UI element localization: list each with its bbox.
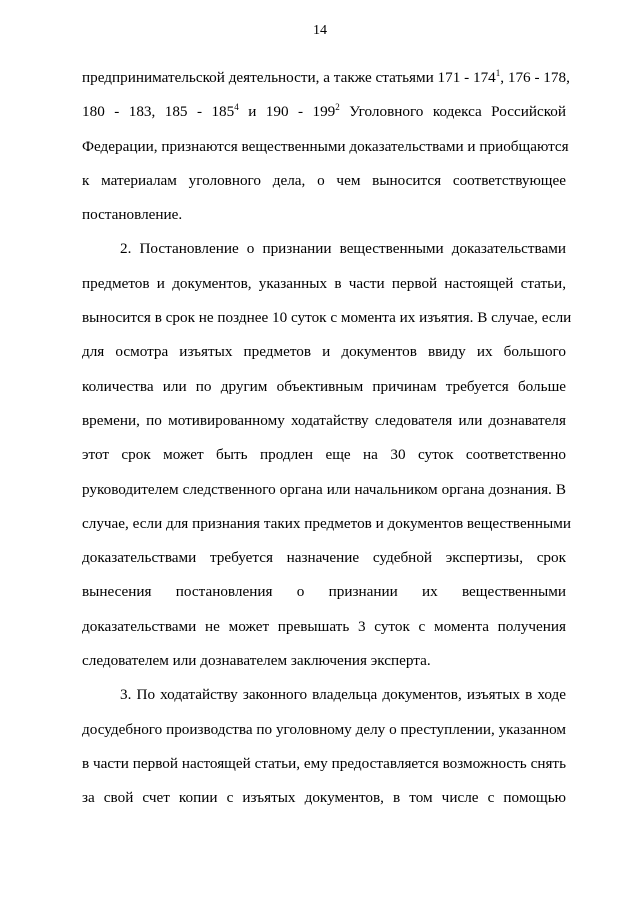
paragraph-3	[82, 678, 566, 815]
superscript: 1	[495, 68, 501, 78]
paragraph-2-line: руководителем следственного органа или начальником органа дознания. В	[82, 480, 566, 498]
paragraph-2-line: количества или по другим объективным причинам требуется больше	[82, 377, 566, 395]
text-fragment: предпринимательской деятельности, а также статьями 171 - 174	[82, 69, 496, 86]
paragraph-2-line: случае, если для признания таких предметов и документов вещественными	[82, 514, 571, 532]
paragraph-3-line: за свой счет копии с изъятых документов, в том числе с помощью	[82, 789, 566, 807]
paragraph-1-line-1	[82, 61, 570, 95]
text-fragment: , 176 - 178,	[500, 69, 570, 86]
text-fragment: Уголовного кодекса Российской	[349, 103, 567, 121]
paragraph-2-line: доказательствами не может превышать 3 суток с момента получения	[82, 617, 566, 635]
paragraph-2	[82, 232, 572, 678]
document-body	[82, 61, 572, 816]
paragraph-1-line-3: Федерации, признаются вещественными доказательствами и приобщаются	[82, 137, 569, 155]
paragraph-3-line: 3. По ходатайству законного владельца документов, изъятых в ходе	[120, 686, 566, 704]
page-number: 14	[313, 23, 327, 38]
paragraph-3-line: в части первой настоящей статьи, ему предоставляется возможность снять	[82, 754, 566, 772]
paragraph-2-line: следователем или дознавателем заключения эксперта.	[82, 652, 431, 670]
paragraph-2-line: выносится в срок не позднее 10 суток с момента их изъятия. В случае, если	[82, 309, 572, 327]
superscript: 2	[335, 102, 340, 113]
paragraph-2-line: предметов и документов, указанных в части первой настоящей статьи,	[82, 274, 566, 292]
paragraph-2-line: времени, по мотивированному ходатайству следователя или дознавателя	[82, 411, 566, 429]
paragraph-2-line: доказательствами требуется назначение судебной экспертизы, срок	[82, 549, 566, 567]
text-fragment: и 190 - 199	[248, 103, 336, 121]
paragraph-3-line: досудебного производства по уголовному делу о преступлении, указанном	[82, 720, 566, 738]
text-fragment: 180 - 183, 185 - 185	[82, 103, 235, 121]
superscript: 4	[234, 102, 239, 113]
paragraph-2-line: вынесения постановления о признании их вещественными	[82, 583, 566, 601]
paragraph-1-line-5: постановление.	[82, 206, 183, 224]
paragraph-1-line-4: к материалам уголовного дела, о чем выносится соответствующее	[82, 171, 566, 189]
paragraph-1-line-2	[82, 95, 566, 129]
paragraph-2-line: для осмотра изъятых предметов и документов ввиду их большого	[82, 343, 566, 361]
paragraph-2-line: этот срок может быть продлен еще на 30 суток соответственно	[82, 446, 566, 464]
paragraph-1	[82, 61, 570, 232]
paragraph-2-line: 2. Постановление о признании вещественными доказательствами	[120, 240, 566, 258]
